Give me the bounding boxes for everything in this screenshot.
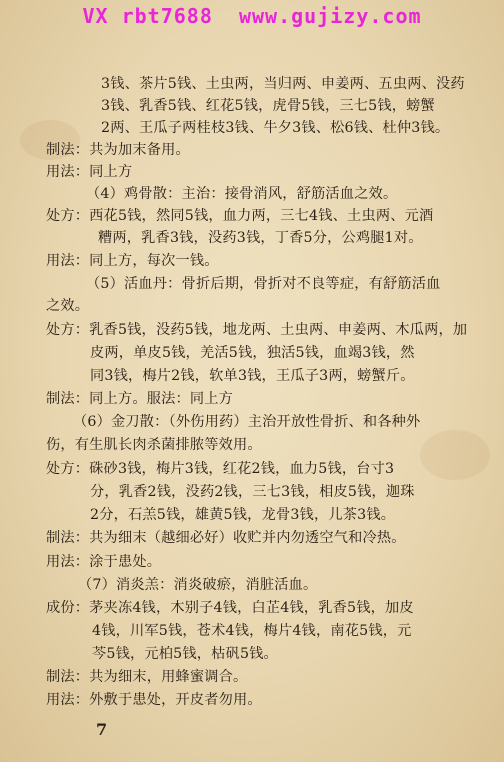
text-line: 用法：同上方，每次一钱。 <box>46 253 219 269</box>
text-line: 用法：涂于患处。 <box>46 554 162 570</box>
text-line: 制法：同上方。服法：同上方 <box>46 391 234 407</box>
paper-stain <box>420 430 490 480</box>
page-number: 7 <box>96 720 108 739</box>
section-heading: （5）活血丹：骨折后期，骨折对不良等症，有舒筋活血 <box>86 276 441 292</box>
section-heading: （6）金刀散：（外伤用药）主治开放性骨折、和各种外 <box>73 414 421 430</box>
text-line: 处方：西花5钱，然同5钱，血力两，三七4钱、土虫两、元酒 <box>46 208 434 224</box>
watermark-text: VX rbt7688 www.gujizy.com <box>82 4 422 28</box>
text-line: 4钱，川军5钱，苍术4钱，梅片4钱，南花5钱，元 <box>92 623 412 639</box>
text-line: 2分，石羔5钱，雄黄5钱，龙骨3钱，儿茶3钱。 <box>90 507 396 523</box>
text-line: 皮两，单皮5钱，羌活5钱，独活5钱，血竭3钱，然 <box>90 345 415 361</box>
text-line: 3钱、茶片5钱、土虫两，当归两、申姜两、五虫两、没药 <box>101 76 465 92</box>
text-line: 制法：共为加末备用。 <box>46 142 190 158</box>
text-line: 糟两，乳香3钱，没药3钱，丁香5分，公鸡腿1对。 <box>98 230 423 246</box>
text-line: 分，乳香2钱，没药2钱，三七3钱，相皮5钱，迦珠 <box>90 484 415 500</box>
text-line: 伤，有生肌长肉杀菌排脓等效用。 <box>46 437 262 453</box>
text-line: 处方：硃砂3钱，梅片3钱，红花2钱，血力5钱，台寸3 <box>46 461 395 477</box>
text-line: 芩5钱，元柏5钱，枯矾5钱。 <box>92 646 278 662</box>
text-line: 同3钱，梅片2钱，软单3钱，王瓜子3两，螃蟹斤。 <box>90 368 415 384</box>
text-line: 3钱、乳香5钱、红花5钱，虎骨5钱，三七5钱，螃蟹 <box>101 98 435 114</box>
text-line: 处方：乳香5钱，没药5钱，地龙两、土虫两、申姜两、木瓜两，加 <box>46 322 468 338</box>
text-line: 制法：共为细末（越细必好）收贮并内勿透空气和冷热。 <box>46 530 406 546</box>
section-heading: （4）鸡骨散：主治：接骨消风，舒筋活血之效。 <box>86 186 398 202</box>
text-line: 之效。 <box>46 298 90 314</box>
text-line: 2两、王瓜子两桂枝3钱、牛夕3钱、松6钱、杜仲3钱。 <box>101 120 450 136</box>
text-line: 制法：共为细末，用蜂蜜调合。 <box>46 669 248 685</box>
section-heading: （7）消炎羔：消炎破瘀，消脏活血。 <box>78 577 318 593</box>
text-line: 用法：外敷于患处，开皮者勿用。 <box>46 692 262 708</box>
text-line: 成份：茅夹冻4钱，木别子4钱，白芷4钱，乳香5钱，加皮 <box>46 600 414 616</box>
text-line: 用法：同上方 <box>46 164 133 180</box>
